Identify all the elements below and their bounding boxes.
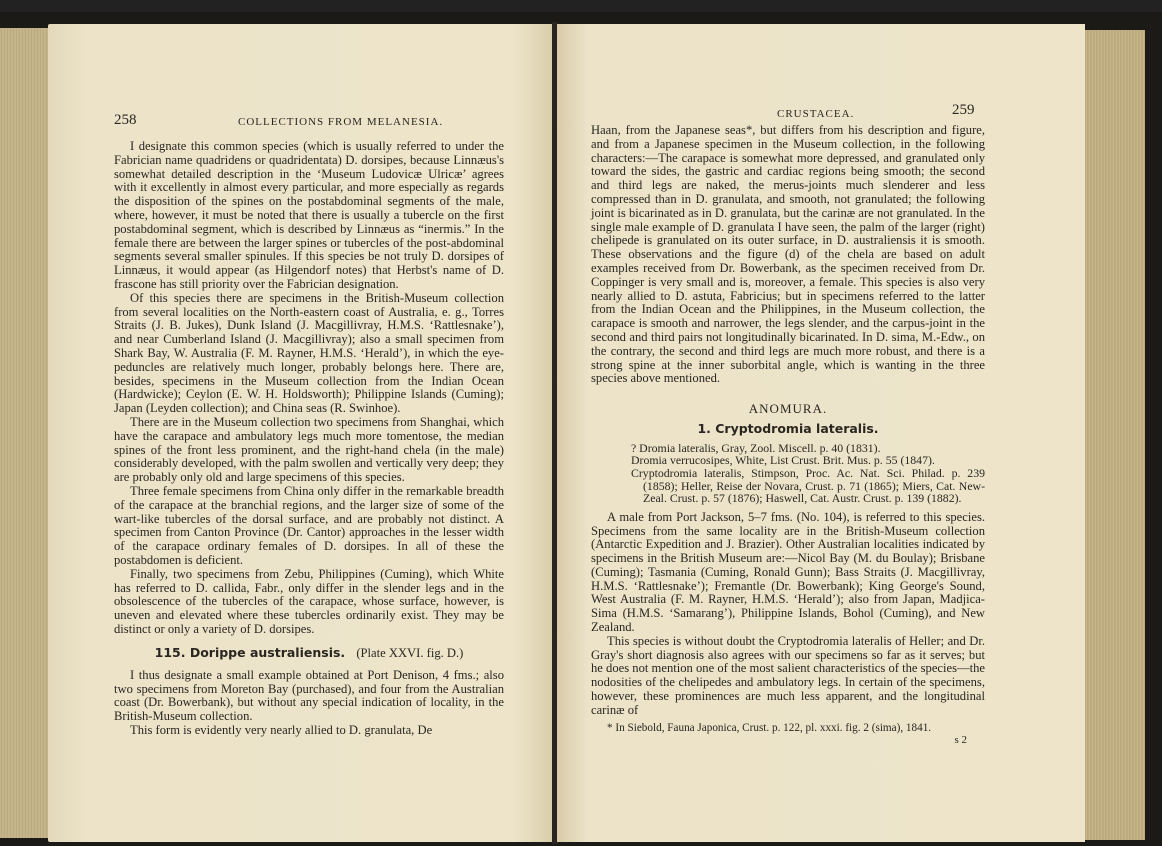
right-page-edges: [1085, 30, 1145, 840]
paragraph: Three female specimens from China only differ in the remarkable breadth of the carapace at the branchial regions, and the larger size of some of the wart-like tubercles of the dorsal surface, and are probably not distinct. A specimen from Canton Province (Dr. Cantor) approaches in the lesser width of the carapace ordinary females of D. dorsipes. In all of these the postabdomen is deficient.: [114, 483, 504, 567]
paragraph: There are in the Museum collection two specimens from Shanghai, which have the carapace and ambulatory legs much more tomentose, the median spines of the front less prominent, and the right-hand chela (in the male) considerably developed, with the palm swollen and vertically very deep; they are probably only old and large specimens of this species.: [114, 414, 504, 485]
paragraph: I thus designate a small example obtained at Port Denison, 4 fms.; also two specimens from Moreton Bay (purchased), and four from the Australian coast (Dr. Bowerbank), but without any special indication of locality, in the British-Museum collection.: [114, 667, 504, 724]
paragraph: This species is without doubt the Cryptodromia lateralis of Heller; and Dr. Gray's short diagnosis also agrees with our specimens so far as it serves; but he does not mention one of the most salient characteristics of the species—the nodosities of the chelipedes and ambulatory legs. In certain of the specimens, however, these prominences are much less apparent, and the longitudinal carinæ of: [591, 633, 985, 717]
right-body: [591, 124, 985, 748]
scan-top-border: [0, 0, 1162, 12]
left-page-number: 258: [114, 112, 137, 128]
synonymy-entry: Dromia verrucosipes, White, List Crust. Brit. Mus. p. 55 (1847).: [631, 453, 935, 468]
paragraph: Haan, from the Japanese seas*, but differs from his description and figure, and from a Japanese specimen in the Museum collection, in the following characters:—The carapace is somewhat more depressed, and granulated only toward the sides, the gastric and cardiac regions being smooth; the second and third legs are naked, the merus-joints much slenderer and less compressed than in D. granulata, and smooth, not granulated; the following joint is bicarinated as in D. granulata, but the carinæ are not granulated. In the single male example of D. granulata I have seen, the palm of the larger (right) chelipede is granulated on its outer surface, in D. australiensis it is smooth. These observations and the figure (d) of the chela are based on adult examples received from Dr. Bowerbank, as the specimen received from Dr. Coppinger is very small and is, moreover, a female. This species is also very nearly allied to D. astuta, Fabricius; but in specimens referred to the latter from the Indian Ocean and the Philippines, in the Museum collection, the carapace is smooth and narrower, the legs slender, and the carpus-joint in the second and third pairs not longitudinally bicarinated. In D. sima, M.-Edw., on the contrary, the second and third legs are much more robust, and there is a strong spine at the inner suborbital angle, which is wanting in the three species above mentioned.: [591, 123, 985, 386]
right-running-head: CRUSTACEA.: [777, 108, 855, 120]
synonymy-entry: Cryptodromia lateralis, Stimpson, Proc. Ac. Nat. Sci. Philad. p. 239 (1858); Heller, Reise der Novara, Crust. p. 71 (1865); Miers, Cat. New-Zeal. Crust. p. 57 (1876); Haswell, Cat. Austr. Crust. p. 139 (1882).: [631, 465, 985, 506]
footnote: * In Siebold, Fauna Japonica, Crust. p. 122, pl. xxxi. fig. 2 (sima), 1841.: [607, 721, 932, 734]
group-heading: ANOMURA.: [748, 401, 828, 417]
synonymy-entry: ? Dromia lateralis, Gray, Zool. Miscell. p. 40 (1831).: [631, 440, 881, 455]
synonymy-list: [631, 442, 985, 505]
open-book: [0, 12, 1162, 846]
right-page: [557, 24, 1085, 842]
section-plate-reference: (Plate XXVI. fig. D.): [356, 646, 464, 660]
paragraph: Finally, two specimens from Zebu, Philippines (Cuming), which White has referred to D. callida, Fabr., only differ in the slender legs and in the obsolescence of the tubercles of the carapace, whose surface, however, is uneven and elevated where these tubercles ordinarily exist. They may be distinct or only a variety of D. dorsipes.: [114, 566, 504, 636]
paragraph: I designate this common species (which is usually referred to under the Fabrician name quadridens or quadridentata) D. dorsipes, because Linnæus's somewhat detailed description in the ‘Museum Ludovicæ Ulricæ’ agrees with it excellently in almost every particular, and more especially as regards the disposition of the spines on the postabdominal segments of the male, where, however, it must be noted that there is usually a tubercle on the first postabdominal segment, which is described by Linnæus as “inermis.” In the female there are between the larger spines or tubercles of the post-abdominal segments several smaller spinules. If this species be not truly D. dorsipes of Linnæus, it would appear (as Hilgendorf notes) that Herbst's name of D. frascone has still priority over the Fabrician designation.: [114, 139, 504, 291]
left-page-edges: [0, 28, 48, 838]
species-heading: 1. Cryptodromia lateralis.: [697, 420, 879, 436]
left-running-head: COLLECTIONS FROM MELANESIA.: [238, 116, 444, 128]
paragraph: Of this species there are specimens in the British-Museum collection from several localities on the North-eastern coast of Australia, e. g., Torres Straits (J. B. Jukes), Dunk Island (J. Macgillivray, H.M.S. ‘Rattlesnake’), and near Cumberland Island (J. Macgillivray); also a small specimen from Shark Bay, W. Australia (F. M. Rayner, H.M.S. ‘Herald’), in which the eye-peduncles are relatively much longer, probably belongs here. There are, besides, specimens in the Museum collection from the Indian Ocean (Hardwicke); Ceylon (E. W. H. Holdsworth); Philippine Islands (Cuming); Japan (Leyden collection); and China seas (R. Swinhoe).: [114, 290, 504, 416]
printer-signature: s 2: [954, 734, 967, 747]
left-page: [48, 24, 554, 842]
paragraph: A male from Port Jackson, 5–7 fms. (No. 104), is referred to this species. Specimens from the same locality are in the British-Museum collection (Antarctic Expedition and J. Brazier). Other Australian localities indicated by specimens in the British Museum are:—Nicol Bay (M. du Boulay); Brisbane (Cuming); Tasmania (Cuming, Ronald Gunn); Bass Straits (J. Macgillivray, H.M.S. ‘Rattlesnake’); Fremantle (Dr. Bowerbank); King George's Sound, West Australia (F. M. Rayner, H.M.S. ‘Herald’); also from Japan, Madjica-Sima (H.M.S. ‘Samarang’), Philippine Islands, Bohol (Cuming), and New Zealand.: [591, 509, 985, 635]
left-body: [114, 140, 504, 637]
section-heading-row: [114, 646, 504, 661]
paragraph: This form is evidently very nearly allied to D. granulata, De: [130, 722, 433, 737]
section-heading: 115. Dorippe australiensis.: [154, 645, 346, 660]
section-dorippe: [114, 646, 504, 738]
right-page-number: 259: [952, 102, 975, 118]
